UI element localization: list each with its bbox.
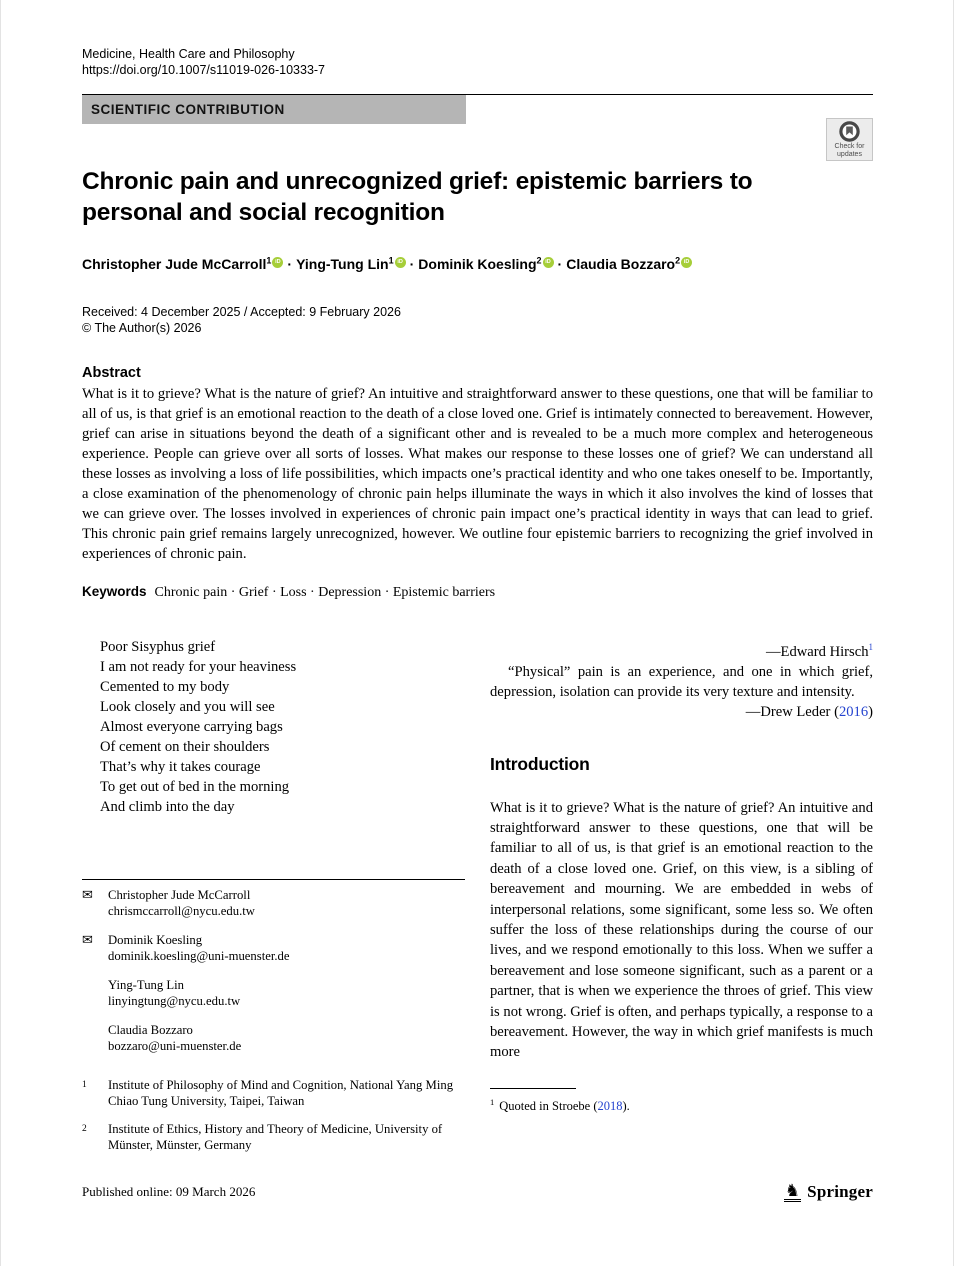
envelope-icon <box>82 887 108 920</box>
orcid-icon[interactable] <box>681 257 692 268</box>
check-for-updates-badge[interactable] <box>826 118 873 161</box>
author-separator: · <box>287 255 293 272</box>
right-column <box>490 637 873 1165</box>
citation-link[interactable]: 2016 <box>838 703 869 720</box>
poem-line: Poor Sisyphus grief <box>100 638 216 655</box>
author-separator: · <box>409 255 415 272</box>
correspondent-name: Ying-Tung Lin <box>108 977 185 992</box>
keywords-items: Chronic pain · Grief · Loss · Depression · Epistemic barriers <box>154 584 496 600</box>
introduction-heading: Introduction <box>490 753 590 774</box>
correspondent-email: chrismccarroll@nycu.edu.tw <box>108 904 255 919</box>
author-separator: · <box>557 255 563 272</box>
correspondence-entry <box>82 932 465 965</box>
keywords-label: Keywords <box>82 583 147 599</box>
copyright-line: © The Author(s) 2026 <box>82 321 202 336</box>
envelope-spacer <box>82 1022 108 1055</box>
correspondence-block <box>82 887 465 1067</box>
correspondence-entry <box>82 887 465 920</box>
correspondence-entry <box>82 977 465 1010</box>
received-accepted: Received: 4 December 2025 / Accepted: 9 February 2026 <box>82 304 401 319</box>
poem-line: To get out of bed in the morning <box>100 778 290 795</box>
correspondent-email: linyingtung@nycu.edu.tw <box>108 994 241 1009</box>
affiliation-text: Institute of Philosophy of Mind and Cognition, National Yang Ming Chiao Tung University, Taipei, Taiwan <box>108 1077 454 1109</box>
journal-header <box>82 46 873 78</box>
introduction-paragraph: What is it to grieve? What is the nature of grief? An intuitive and straightforward answer to these questions, one that will be familiar to all of us, is that grief is an emotional reaction to the death of a close loved one. Grief, on this view, is a sibling of bereavement and mourning. We are embedded in webs of interpersonal relations, some significant, some less so. We often suffer the loss of these relationships during the course of our lives, and we respond emotionally to this loss. When we suffer a bereavement and lose someone significant, such as a parent or a partner, that is when we experience the throes of grief. This view is not wrong. Grief is often, and perhaps typically, a response to a bereavement. However, the way in which grief manifests is much more <box>490 799 873 1061</box>
affiliation-superscript: 1 <box>388 255 394 265</box>
leder-attribution: —Drew Leder (2016) <box>745 703 873 720</box>
poem-line: Almost everyone carrying bags <box>100 718 283 735</box>
article-title: Chronic pain and unrecognized grief: epistemic barriers to personal and social recognition <box>82 168 753 226</box>
orcid-icon[interactable] <box>272 257 283 268</box>
footnote-number: 1 <box>490 1096 495 1107</box>
article-type-label: SCIENTIFIC CONTRIBUTION <box>91 102 285 117</box>
poem-line: Look closely and you will see <box>100 698 275 715</box>
author: Dominik Koesling$^2$ iD <box>418 256 553 272</box>
correspondent-email: bozzaro@uni-muenster.de <box>108 1039 242 1054</box>
springer-logo <box>784 1182 873 1202</box>
affiliation-superscript: 2 <box>536 255 542 265</box>
abstract-heading: Abstract <box>82 364 141 381</box>
footnote: $^1$ Quoted in Stroebe (2018). <box>490 1096 630 1113</box>
envelope-icon <box>82 932 108 965</box>
doi-link: https://doi.org/10.1007/s11019-026-10333-7 <box>82 63 326 77</box>
orcid-icon[interactable] <box>543 257 554 268</box>
keywords-line <box>82 584 873 601</box>
poem-line: Cemented to my body <box>100 678 230 695</box>
abstract-text: What is it to grieve? What is the nature of grief? An intuitive and straightforward answer to these questions, one that will be familiar to all of us, is that grief is an emotional reaction to the death of a close loved one. Grief is intimately connected to bereavement. However, grief can arise in situations beyond the death of a significant other and is revealed to be a much more complex and heterogeneous experience. People can grieve over all sorts of losses. What makes our response to these losses one of grief? We can understand all these losses as involving a loss of life possibilities, which impacts one’s practical identity and who one takes oneself to be. Importantly, a close examination of the phenomenology of chronic pain helps illuminate the ways in which it also involves the kind of losses that we can grieve over. The losses involved in experiences of chronic pain impact one’s practical identity in ways that can lead to grief. This chronic pain grief remains largely unrecognized, however. We outline four epistemic barriers to recognizing the grief involved in experiences of chronic pain. <box>82 385 873 562</box>
springer-wordmark: Springer <box>807 1182 873 1201</box>
affiliations-block <box>82 1077 465 1165</box>
check-for-updates-icon <box>839 121 860 142</box>
affiliation-number: 2 <box>82 1123 87 1134</box>
check-for-updates-label: Check for updates <box>834 143 865 158</box>
leder-quote: “Physical” pain is an experience, and one in which grief, depression, isolation can provide its very texture and intensity. <box>490 663 873 700</box>
correspondent-name: Christopher Jude McCarroll <box>108 887 251 902</box>
author-list <box>82 255 873 272</box>
correspondence-entry <box>82 1022 465 1055</box>
poem-line: I am not ready for your heaviness <box>100 658 297 675</box>
correspondent-email: dominik.koesling@uni-muenster.de <box>108 949 290 964</box>
envelope-spacer <box>82 977 108 1010</box>
affiliation-number: 1 <box>82 1079 87 1090</box>
affiliation <box>82 1121 465 1154</box>
article-dates <box>82 304 873 337</box>
journal-name: Medicine, Health Care and Philosophy <box>82 47 295 61</box>
author: Claudia Bozzaro$^2$iD <box>566 256 692 272</box>
article-type-banner <box>82 95 466 124</box>
hirsch-attribution: —Edward Hirsch$^1$ <box>765 641 873 660</box>
footnote-rule <box>490 1088 576 1089</box>
affiliation-superscript: 1 <box>266 255 272 265</box>
author: Ying-Tung Lin$^1$ iD <box>296 256 406 272</box>
affiliation-superscript: 2 <box>675 255 681 265</box>
correspondence-rule <box>82 879 465 880</box>
published-online: Published online: 09 March 2026 <box>82 1184 256 1199</box>
footnote-block <box>490 1088 873 1114</box>
left-column <box>82 637 465 1165</box>
affiliation-text: Institute of Ethics, History and Theory of Medicine, University of Münster, Münster, Germany <box>108 1121 443 1153</box>
orcid-icon[interactable] <box>395 257 406 268</box>
springer-horse-icon: ♞ <box>784 1181 801 1200</box>
footnote-ref-link[interactable]: 1 <box>868 641 873 652</box>
page-footer <box>82 1182 873 1202</box>
correspondent-name: Claudia Bozzaro <box>108 1022 193 1037</box>
affiliation <box>82 1077 465 1110</box>
poem-line: Of cement on their shoulders <box>100 738 270 755</box>
poem-line: And climb into the day <box>100 798 235 815</box>
author: Christopher Jude McCarroll$^1$ iD <box>82 256 283 272</box>
citation-link[interactable]: 2018 <box>597 1098 623 1113</box>
epigraph-poem <box>82 637 465 817</box>
poem-line: That’s why it takes courage <box>100 758 261 775</box>
correspondent-name: Dominik Koesling <box>108 932 203 947</box>
